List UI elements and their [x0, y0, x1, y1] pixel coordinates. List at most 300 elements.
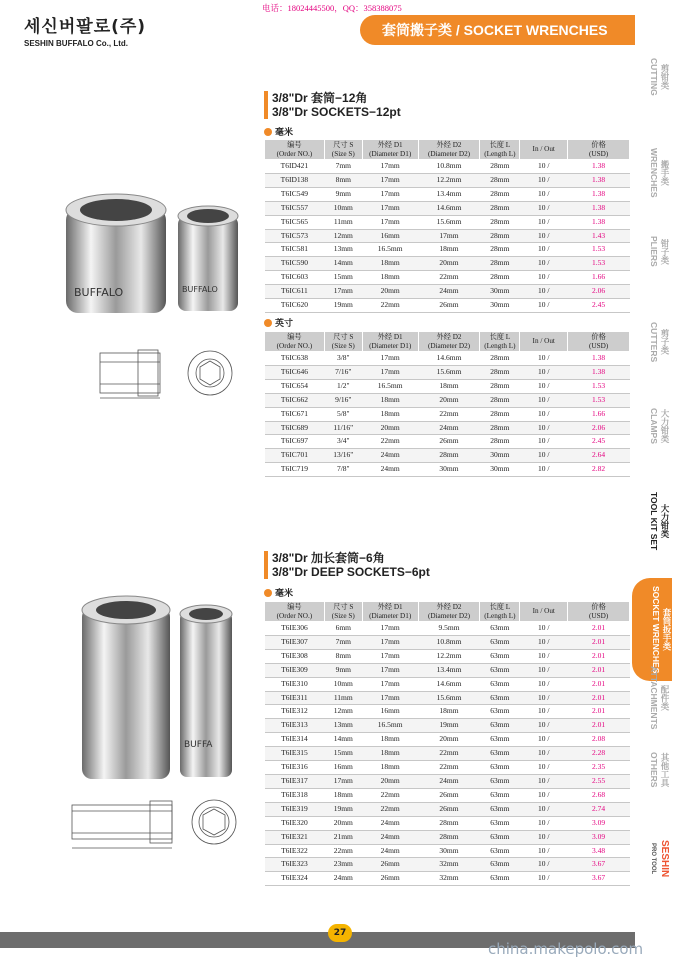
table-cell: 3/4": [324, 435, 362, 449]
table-cell: 26mm: [418, 435, 480, 449]
table-cell: T6IC638: [265, 352, 325, 366]
table-cell: 10 /: [520, 463, 568, 477]
price-cell: 1.38: [568, 365, 630, 379]
sidebar-logo: SESHIN PRO TOOL: [650, 840, 670, 878]
column-header: 外经 D1 (Diameter D1): [362, 332, 418, 352]
table-deep-mm: [264, 601, 630, 886]
table-cell: 13mm: [324, 243, 362, 257]
sidebar-tab[interactable]: 其他工具 OTHERS: [649, 752, 670, 788]
table-cell: 15.6mm: [418, 691, 480, 705]
table-cell: 10 /: [520, 435, 568, 449]
table-cell: 28mm: [480, 187, 520, 201]
table-cell: 13/16": [324, 449, 362, 463]
table-cell: 10 /: [520, 215, 568, 229]
sidebar-tab[interactable]: 大力钳类 TOOL KIT SET: [649, 492, 670, 551]
price-cell: 1.38: [568, 201, 630, 215]
table-cell: 17mm: [362, 173, 418, 187]
table-row: [265, 160, 630, 174]
table-cell: T6IC654: [265, 379, 325, 393]
table-row: [265, 761, 630, 775]
table-cell: 20mm: [362, 421, 418, 435]
table-cell: T6IC689: [265, 421, 325, 435]
socket-photo-deep: [70, 592, 255, 782]
table-cell: 63mm: [480, 802, 520, 816]
price-cell: 2.28: [568, 747, 630, 761]
sidebar-tab[interactable]: 钳子类 PLIERS: [649, 236, 670, 267]
brand-logo: [24, 12, 146, 48]
price-cell: 2.45: [568, 299, 630, 313]
price-cell: 2.45: [568, 435, 630, 449]
table-cell: T6IC620: [265, 299, 325, 313]
socket-drawing-12pt: [70, 348, 250, 403]
price-cell: 1.38: [568, 173, 630, 187]
table-cell: 63mm: [480, 844, 520, 858]
table-cell: 28mm: [480, 229, 520, 243]
table-cell: 32mm: [418, 858, 480, 872]
table-cell: 18mm: [362, 271, 418, 285]
table-cell: 10 /: [520, 201, 568, 215]
column-header: 尺寸 S (Size S): [324, 332, 362, 352]
table-cell: 24mm: [324, 872, 362, 886]
table-row: [265, 435, 630, 449]
table-cell: 10.8mm: [418, 160, 480, 174]
table-cell: 30mm: [480, 463, 520, 477]
table-cell: 23mm: [324, 858, 362, 872]
table-cell: 10 /: [520, 788, 568, 802]
table-cell: 8mm: [324, 173, 362, 187]
price-cell: 2.01: [568, 649, 630, 663]
table-cell: 22mm: [362, 435, 418, 449]
table-cell: T6IE323: [265, 858, 325, 872]
table-row: [265, 733, 630, 747]
table-cell: 22mm: [418, 407, 480, 421]
table-cell: 26mm: [418, 788, 480, 802]
table-cell: 7/16": [324, 365, 362, 379]
sidebar-tab[interactable]: 剪子类 CUTTERS: [649, 322, 670, 363]
column-header: In / Out: [520, 602, 568, 622]
table-row: [265, 788, 630, 802]
table-cell: 10 /: [520, 271, 568, 285]
table-row: [265, 285, 630, 299]
table-cell: 30mm: [418, 844, 480, 858]
table-cell: 15mm: [324, 747, 362, 761]
table-cell: 17mm: [324, 285, 362, 299]
table-cell: 20mm: [418, 393, 480, 407]
table-cell: 28mm: [418, 816, 480, 830]
table-cell: 7mm: [324, 635, 362, 649]
table-cell: 18mm: [362, 393, 418, 407]
price-cell: 2.06: [568, 421, 630, 435]
table-row: [265, 816, 630, 830]
table-cell: 10 /: [520, 705, 568, 719]
table-cell: 63mm: [480, 774, 520, 788]
table-row: [265, 663, 630, 677]
table-cell: 28mm: [480, 365, 520, 379]
table-cell: 28mm: [480, 215, 520, 229]
table-cell: 21mm: [324, 830, 362, 844]
table-cell: 24mm: [362, 830, 418, 844]
price-cell: 2.82: [568, 463, 630, 477]
column-header: 外经 D2 (Diameter D2): [418, 602, 480, 622]
table-row: [265, 173, 630, 187]
price-cell: 1.38: [568, 187, 630, 201]
table-cell: 24mm: [362, 816, 418, 830]
table-cell: 18mm: [362, 407, 418, 421]
table-cell: 63mm: [480, 663, 520, 677]
table-cell: 28mm: [480, 393, 520, 407]
table-cell: 24mm: [362, 449, 418, 463]
table-cell: 24mm: [362, 844, 418, 858]
price-cell: 3.67: [568, 858, 630, 872]
column-header: 外经 D1 (Diameter D1): [362, 140, 418, 160]
table-row: [265, 622, 630, 636]
price-cell: 1.43: [568, 229, 630, 243]
table-12pt-mm: [264, 139, 630, 313]
page-number: 27: [328, 924, 352, 942]
column-header: 价格 (USD): [568, 140, 630, 160]
table-cell: 18mm: [418, 379, 480, 393]
table-cell: 17mm: [362, 352, 418, 366]
price-cell: 3.09: [568, 830, 630, 844]
column-header: 编号 (Order NO.): [265, 602, 325, 622]
table-cell: 26mm: [362, 858, 418, 872]
table-cell: 63mm: [480, 858, 520, 872]
table-cell: 11mm: [324, 691, 362, 705]
price-cell: 1.53: [568, 243, 630, 257]
table-cell: 10 /: [520, 449, 568, 463]
table-cell: 63mm: [480, 788, 520, 802]
table-cell: T6IE307: [265, 635, 325, 649]
table-cell: 9/16": [324, 393, 362, 407]
table-cell: T6IC697: [265, 435, 325, 449]
table-cell: 28mm: [480, 243, 520, 257]
table-cell: 63mm: [480, 872, 520, 886]
table-cell: 32mm: [418, 872, 480, 886]
table-cell: 10 /: [520, 243, 568, 257]
table-cell: 10 /: [520, 173, 568, 187]
price-cell: 1.66: [568, 271, 630, 285]
price-cell: 2.01: [568, 719, 630, 733]
table-cell: 22mm: [324, 844, 362, 858]
price-cell: 2.08: [568, 733, 630, 747]
table-cell: 17mm: [362, 635, 418, 649]
section2-title-en: 3/8"Dr DEEP SOCKETS−6pt: [272, 565, 430, 579]
table-cell: 10 /: [520, 365, 568, 379]
table-cell: 17mm: [362, 365, 418, 379]
table-cell: 14mm: [324, 257, 362, 271]
table-cell: 10 /: [520, 622, 568, 636]
table-cell: 18mm: [418, 243, 480, 257]
table-cell: T6IC557: [265, 201, 325, 215]
table-row: [265, 299, 630, 313]
table-cell: T6IC549: [265, 187, 325, 201]
table-cell: 24mm: [418, 285, 480, 299]
price-cell: 1.53: [568, 257, 630, 271]
table-cell: 17mm: [418, 229, 480, 243]
table-cell: 8mm: [324, 649, 362, 663]
sidebar-tab[interactable]: 配件类 ATTACHMENTS: [649, 666, 670, 730]
table-cell: 22mm: [418, 747, 480, 761]
table-row: [265, 705, 630, 719]
price-cell: 2.01: [568, 663, 630, 677]
table-cell: 10 /: [520, 761, 568, 775]
table-cell: T6IC671: [265, 407, 325, 421]
brand-name-en: SESHIN BUFFALO Co., Ltd.: [24, 39, 128, 48]
brand-name-kr: 세신버팔로(주): [24, 17, 147, 37]
table-cell: 10 /: [520, 635, 568, 649]
price-cell: 2.74: [568, 802, 630, 816]
table-cell: T6IE310: [265, 677, 325, 691]
table-row: [265, 774, 630, 788]
column-header: In / Out: [520, 332, 568, 352]
table-cell: 28mm: [480, 201, 520, 215]
table-cell: T6IC565: [265, 215, 325, 229]
table-cell: 16mm: [362, 229, 418, 243]
table-cell: T6IC603: [265, 271, 325, 285]
table-cell: 15mm: [324, 271, 362, 285]
price-cell: 2.01: [568, 691, 630, 705]
table-cell: 63mm: [480, 705, 520, 719]
section1-title-en: 3/8"Dr SOCKETS−12pt: [272, 105, 401, 119]
table-cell: 22mm: [418, 271, 480, 285]
table-cell: 3/8": [324, 352, 362, 366]
table-cell: 18mm: [362, 257, 418, 271]
table-cell: 28mm: [418, 449, 480, 463]
table-cell: 20mm: [324, 816, 362, 830]
table-12pt-inch: [264, 331, 630, 477]
section1-title-cn: 3/8"Dr 套筒−12角: [272, 91, 368, 105]
table-cell: 24mm: [418, 421, 480, 435]
price-cell: 1.53: [568, 379, 630, 393]
table-cell: 10mm: [324, 677, 362, 691]
table-cell: T6IE312: [265, 705, 325, 719]
table-row: [265, 691, 630, 705]
table-cell: T6IE318: [265, 788, 325, 802]
table-cell: 16mm: [362, 705, 418, 719]
table-cell: T6IC573: [265, 229, 325, 243]
table-row: [265, 379, 630, 393]
table-cell: 11/16": [324, 421, 362, 435]
column-header: In / Out: [520, 140, 568, 160]
table-cell: 28mm: [418, 830, 480, 844]
table-cell: T6ID421: [265, 160, 325, 174]
table-cell: 18mm: [418, 705, 480, 719]
table-cell: 10 /: [520, 257, 568, 271]
category-sidebar: [636, 40, 670, 920]
table-cell: 10 /: [520, 160, 568, 174]
table-cell: T6IE321: [265, 830, 325, 844]
table-cell: 13.4mm: [418, 187, 480, 201]
sidebar-tab[interactable]: 搬手类 WRENCHES: [649, 148, 670, 198]
table-cell: 14.6mm: [418, 352, 480, 366]
sidebar-tab[interactable]: 大力钳类 CLAMPS: [649, 408, 670, 444]
table-cell: 28mm: [480, 421, 520, 435]
table-cell: 10 /: [520, 844, 568, 858]
column-header: 尺寸 S (Size S): [324, 602, 362, 622]
column-header: 编号 (Order NO.): [265, 140, 325, 160]
table-cell: 63mm: [480, 719, 520, 733]
price-cell: 2.35: [568, 761, 630, 775]
table-cell: 63mm: [480, 635, 520, 649]
table-cell: 19mm: [324, 802, 362, 816]
table-cell: 10 /: [520, 285, 568, 299]
table-cell: 24mm: [362, 463, 418, 477]
table-row: [265, 393, 630, 407]
table-cell: 20mm: [418, 257, 480, 271]
table-cell: 10 /: [520, 858, 568, 872]
table-cell: 12.2mm: [418, 173, 480, 187]
table-cell: T6ID138: [265, 173, 325, 187]
price-cell: 3.67: [568, 872, 630, 886]
table-row: [265, 271, 630, 285]
table-row: [265, 844, 630, 858]
category-banner: 套筒搬子类 / SOCKET WRENCHES: [360, 15, 635, 45]
table-cell: 13mm: [324, 719, 362, 733]
table-cell: 16mm: [324, 761, 362, 775]
table-cell: 12mm: [324, 229, 362, 243]
price-cell: 1.38: [568, 160, 630, 174]
table-cell: 17mm: [362, 187, 418, 201]
table-cell: 14.6mm: [418, 201, 480, 215]
table-cell: 9mm: [324, 187, 362, 201]
column-header: 价格 (USD): [568, 332, 630, 352]
table-cell: 30mm: [418, 463, 480, 477]
table-cell: 63mm: [480, 691, 520, 705]
table-row: [265, 719, 630, 733]
table-cell: 22mm: [362, 802, 418, 816]
column-header: 编号 (Order NO.): [265, 332, 325, 352]
table-cell: T6IE317: [265, 774, 325, 788]
table-cell: 9.5mm: [418, 622, 480, 636]
table-cell: T6IC719: [265, 463, 325, 477]
table-cell: T6IE308: [265, 649, 325, 663]
table-cell: 10 /: [520, 830, 568, 844]
table-cell: T6IE319: [265, 802, 325, 816]
sidebar-tab[interactable]: 套筒扳手类 SOCKET WRENCHES: [632, 578, 672, 681]
table-cell: 18mm: [362, 747, 418, 761]
sidebar-tab[interactable]: 剪钳类 CUTTING: [649, 58, 670, 96]
table-cell: 63mm: [480, 816, 520, 830]
table-cell: 28mm: [480, 257, 520, 271]
table-cell: 7/8": [324, 463, 362, 477]
section2-title-cn: 3/8"Dr 加长套筒−6角: [272, 551, 385, 565]
price-cell: 3.09: [568, 816, 630, 830]
section1-unit-inch: 英寸: [264, 316, 293, 329]
price-cell: 2.68: [568, 788, 630, 802]
table-cell: T6IE306: [265, 622, 325, 636]
price-cell: 2.01: [568, 635, 630, 649]
table-cell: 22mm: [362, 788, 418, 802]
table-row: [265, 747, 630, 761]
table-cell: 30mm: [480, 299, 520, 313]
table-cell: 10 /: [520, 872, 568, 886]
table-cell: 16.5mm: [362, 379, 418, 393]
table-cell: 17mm: [362, 160, 418, 174]
table-cell: 5/8": [324, 407, 362, 421]
table-row: [265, 187, 630, 201]
table-cell: 26mm: [362, 872, 418, 886]
table-row: [265, 243, 630, 257]
table-row: [265, 407, 630, 421]
table-cell: 15.6mm: [418, 215, 480, 229]
table-cell: 18mm: [324, 788, 362, 802]
table-cell: 63mm: [480, 622, 520, 636]
price-cell: 2.64: [568, 449, 630, 463]
column-header: 长度 L (Length L): [480, 140, 520, 160]
table-cell: 63mm: [480, 649, 520, 663]
table-cell: T6IC662: [265, 393, 325, 407]
table-row: [265, 449, 630, 463]
table-row: [265, 229, 630, 243]
table-cell: 14.6mm: [418, 677, 480, 691]
table-row: [265, 635, 630, 649]
table-cell: 26mm: [418, 299, 480, 313]
table-cell: 10 /: [520, 747, 568, 761]
table-cell: 20mm: [362, 774, 418, 788]
section2-unit-mm: 毫米: [264, 586, 293, 599]
table-cell: T6IE316: [265, 761, 325, 775]
table-cell: 19mm: [324, 299, 362, 313]
table-cell: 63mm: [480, 733, 520, 747]
price-cell: 3.48: [568, 844, 630, 858]
table-cell: 10 /: [520, 407, 568, 421]
table-cell: T6IC581: [265, 243, 325, 257]
column-header: 外经 D2 (Diameter D2): [418, 140, 480, 160]
table-cell: 10 /: [520, 691, 568, 705]
table-row: [265, 257, 630, 271]
price-cell: 1.38: [568, 352, 630, 366]
price-cell: 2.06: [568, 285, 630, 299]
table-cell: 24mm: [418, 774, 480, 788]
table-row: [265, 830, 630, 844]
price-cell: 2.01: [568, 622, 630, 636]
table-cell: 63mm: [480, 830, 520, 844]
table-cell: 17mm: [362, 215, 418, 229]
table-cell: 17mm: [324, 774, 362, 788]
contact-info: 电话：18024445500，QQ：358388075: [262, 3, 402, 13]
table-cell: 12.2mm: [418, 649, 480, 663]
table-cell: T6IE314: [265, 733, 325, 747]
table-cell: 10 /: [520, 802, 568, 816]
photo-label-1: BUFFALO: [74, 286, 124, 299]
table-row: [265, 677, 630, 691]
socket-photo-12pt: [58, 188, 248, 323]
column-header: 外经 D1 (Diameter D1): [362, 602, 418, 622]
table-cell: 20mm: [362, 285, 418, 299]
section2-title: [264, 551, 430, 579]
table-cell: 63mm: [480, 761, 520, 775]
table-cell: 30mm: [480, 285, 520, 299]
price-cell: 2.55: [568, 774, 630, 788]
table-cell: 16.5mm: [362, 243, 418, 257]
table-cell: 28mm: [480, 173, 520, 187]
table-cell: T6IE322: [265, 844, 325, 858]
table-cell: 10 /: [520, 663, 568, 677]
column-header: 长度 L (Length L): [480, 332, 520, 352]
table-cell: 14mm: [324, 733, 362, 747]
table-cell: T6IC590: [265, 257, 325, 271]
table-cell: 20mm: [418, 733, 480, 747]
table-cell: 28mm: [480, 407, 520, 421]
table-row: [265, 802, 630, 816]
table-cell: 10 /: [520, 352, 568, 366]
table-cell: 10 /: [520, 677, 568, 691]
table-cell: T6IE313: [265, 719, 325, 733]
table-cell: 10mm: [324, 201, 362, 215]
table-cell: T6IC701: [265, 449, 325, 463]
table-row: [265, 872, 630, 886]
table-cell: 28mm: [480, 379, 520, 393]
